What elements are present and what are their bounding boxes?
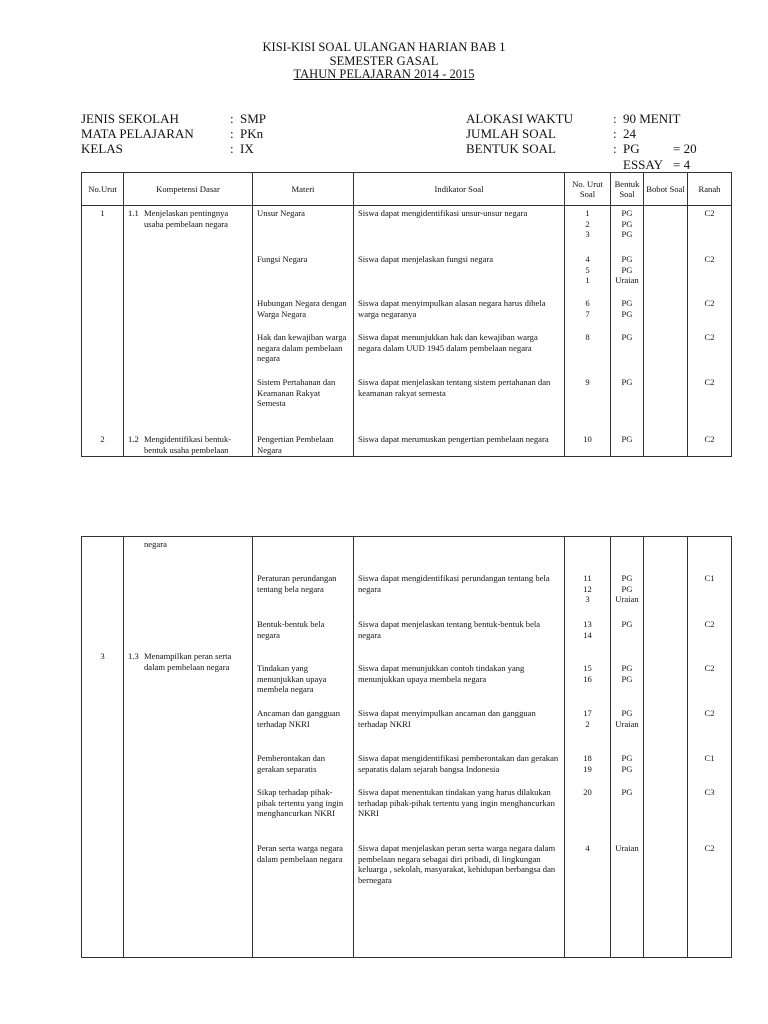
bentuk-soal: PG <box>621 377 633 387</box>
indikator: Siswa dapat menyimpulkan ancaman dan gangguan terhadap NKRI <box>358 708 536 729</box>
materi: Tindakan yang menunjukkan upaya membela negara <box>257 663 327 694</box>
materi: Sistem Pertahanan dan Keamanan Rakyat Semesta <box>257 377 336 408</box>
table-header-row <box>82 173 732 206</box>
bentuk-soal: PG Uraian <box>615 708 639 729</box>
kompetensi-dasar <box>128 208 248 229</box>
indikator: Siswa dapat menjelaskan tentang bentuk-bentuk bela negara <box>358 619 541 640</box>
ranah: C2 <box>704 619 715 629</box>
kd-text: Mengidentifikasi bentuk-bentuk usaha pembelaan <box>144 434 232 455</box>
header-no-urut: No.Urut <box>82 173 124 206</box>
materi-cell <box>253 206 354 457</box>
bentuk-soal: PG <box>621 332 633 342</box>
materi: Hak dan kewajiban warga negara dalam pembelaan negara <box>257 332 347 363</box>
materi: Unsur Negara <box>257 208 305 218</box>
materi: Sikap terhadap pihak-pihak tertentu yang ingin menghancurkan NKRI <box>257 787 344 818</box>
bentuk-soal-cell <box>611 537 644 958</box>
info-value-class: IX <box>240 141 254 156</box>
bobot-soal-cell <box>644 537 688 958</box>
info-colon: : <box>613 111 617 126</box>
ranah: C3 <box>704 787 715 797</box>
info-value-essay-count: = 4 <box>673 157 691 172</box>
exam-grid-table-part-2 <box>81 536 732 958</box>
indikator: Siswa dapat mengidentifikasi perundangan tentang bela negara <box>358 573 550 594</box>
materi: Pemberontakan dan gerakan separatis <box>257 753 326 774</box>
info-colon: : <box>613 141 617 156</box>
info-value-time: 90 MENIT <box>623 111 681 126</box>
indikator: Siswa dapat mengidentifikasi unsur-unsur negara <box>358 208 528 218</box>
ranah: C2 <box>704 708 715 718</box>
nomor-soal: 6 7 <box>585 298 590 319</box>
exam-grid-table-part-1 <box>81 172 732 457</box>
document-title: KISI-KISI SOAL ULANGAN HARIAN BAB 1 <box>262 40 506 54</box>
nomor-soal: 1 2 3 <box>585 208 590 239</box>
indikator: Siswa dapat menyimpulkan alasan negara harus dibela warga negaranya <box>358 298 546 319</box>
info-label-question-form: BENTUK SOAL <box>466 141 556 156</box>
ranah: C2 <box>704 208 715 218</box>
bentuk-soal: PG PG <box>621 663 633 684</box>
materi: Bentuk-bentuk bela negara <box>257 619 325 640</box>
info-value-school-type: SMP <box>240 111 267 126</box>
materi: Hubungan Negara dengan Warga Negara <box>257 298 347 319</box>
table-row <box>82 537 732 958</box>
kompetensi-dasar-cell <box>124 537 253 958</box>
ranah: C2 <box>704 298 715 308</box>
bentuk-soal: PG PG PG <box>621 208 633 239</box>
kd-text: Menjelaskan pentingnya usaha pembelaan negara <box>144 208 229 229</box>
header-kompetensi-dasar: Kompetensi Dasar <box>124 173 253 206</box>
ranah: C2 <box>704 377 715 387</box>
nomor-soal-cell <box>565 206 611 457</box>
school-year-title: TAHUN PELAJARAN 2014 - 2015 <box>293 67 475 81</box>
nomor-soal: 11 12 3 <box>583 573 592 604</box>
info-colon: : <box>230 141 234 156</box>
info-colon: : <box>230 126 234 141</box>
semester-title: SEMESTER GASAL <box>329 54 439 68</box>
nomor-soal-cell <box>565 537 611 958</box>
info-value-pg-count: = 20 <box>673 141 697 156</box>
header-bentuk-soal: Bentuk Soal <box>611 173 644 206</box>
ranah-cell <box>688 206 732 457</box>
materi-cell <box>253 537 354 958</box>
ranah: C2 <box>704 843 715 853</box>
nomor-soal: 4 <box>585 843 590 853</box>
indikator: Siswa dapat menjelaskan fungsi negara <box>358 254 494 264</box>
indikator: Siswa dapat menjelaskan peran serta warga negara dalam pembelaan negara sebagai diri pribadi, di lingkungan keluarga , sekolah, masyarakat, kehidupan berbangsa dan bernegara <box>358 843 556 885</box>
materi: Peraturan perundangan tentang bela negara <box>257 573 337 594</box>
kompetensi-dasar-cell <box>124 206 253 457</box>
info-value-essay: ESSAY <box>623 157 663 172</box>
indikator-cell <box>354 537 565 958</box>
header-materi: Materi <box>253 173 354 206</box>
no-urut-cell <box>82 537 124 958</box>
info-colon: : <box>230 111 234 126</box>
indikator: Siswa dapat menentukan tindakan yang harus dilakukan terhadap pihak-pihak tertentu yang ingin menghancurkan NKRI <box>358 787 555 818</box>
ranah: C1 <box>704 753 715 763</box>
ranah: C1 <box>704 573 715 583</box>
kompetensi-dasar-continuation <box>128 539 248 550</box>
bentuk-soal: PG <box>621 787 633 797</box>
indikator: Siswa dapat menunjukkan hak dan kewajiban warga negara dalam UUD 1945 dalam pembelaan negara <box>358 332 538 353</box>
kompetensi-dasar <box>128 434 248 455</box>
nomor-soal: 15 16 <box>583 663 592 684</box>
bobot-soal-cell <box>644 206 688 457</box>
ranah: C2 <box>704 663 715 673</box>
nomor-soal: 9 <box>585 377 590 387</box>
nomor-soal: 17 2 <box>583 708 592 729</box>
materi: Pengertian Pembelaan Negara <box>257 434 334 455</box>
kd-number: 1.2 <box>128 434 139 444</box>
info-label-subject: MATA PELAJARAN <box>81 126 194 141</box>
indikator: Siswa dapat mengidentifikasi pemberontakan dan gerakan separatis dalam sejarah bangsa Indonesia <box>358 753 559 774</box>
kd-number: 1.1 <box>128 208 139 218</box>
nomor-soal: 10 <box>583 434 592 444</box>
bentuk-soal: PG <box>621 434 633 444</box>
header-no-urut-soal: No. Urut Soal <box>565 173 611 206</box>
indikator: Siswa dapat menunjukkan contoh tindakan yang menunjukkan upaya membela negara <box>358 663 525 684</box>
info-value-pg: PG <box>623 141 640 156</box>
table-row <box>82 206 732 457</box>
info-label-question-count: JUMLAH SOAL <box>466 126 556 141</box>
info-value-question-count: 24 <box>623 126 636 141</box>
materi: Fungsi Negara <box>257 254 308 264</box>
kd-text: Menampilkan peran serta dalam pembelaan negara <box>144 651 232 672</box>
indikator: Siswa dapat menjelaskan tentang sistem pertahanan dan keamanan rakyat semesta <box>358 377 551 398</box>
header-indikator-soal: Indikator Soal <box>354 173 565 206</box>
info-colon: : <box>613 126 617 141</box>
nomor-soal: 18 19 <box>583 753 592 774</box>
info-value-subject: PKn <box>240 126 264 141</box>
ranah: C2 <box>704 332 715 342</box>
kd-text: negara <box>144 539 167 549</box>
indikator: Siswa dapat merumuskan pengertian pembelaan negara <box>358 434 549 444</box>
materi: Ancaman dan gangguan terhadap NKRI <box>257 708 341 729</box>
bentuk-soal: PG PG Uraian <box>615 254 639 285</box>
bentuk-soal: Uraian <box>615 843 639 853</box>
no-urut: 2 <box>100 434 105 444</box>
bentuk-soal: PG <box>621 619 633 629</box>
ranah-cell <box>688 537 732 958</box>
kompetensi-dasar <box>128 651 248 672</box>
header-ranah: Ranah <box>688 173 732 206</box>
nomor-soal: 13 14 <box>583 619 592 640</box>
info-label-time: ALOKASI WAKTU <box>466 111 574 126</box>
indikator-cell <box>354 206 565 457</box>
materi: Peran serta warga negara dalam pembelaan negara <box>257 843 343 864</box>
bentuk-soal-cell <box>611 206 644 457</box>
info-label-school-type: JENIS SEKOLAH <box>81 111 179 126</box>
no-urut-cell <box>82 206 124 457</box>
no-urut: 3 <box>100 651 105 661</box>
bentuk-soal: PG PG <box>621 298 633 319</box>
bentuk-soal: PG PG Uraian <box>615 573 639 604</box>
ranah: C2 <box>704 434 715 444</box>
kd-number: 1.3 <box>128 651 139 661</box>
ranah: C2 <box>704 254 715 264</box>
info-label-class: KELAS <box>81 141 123 156</box>
header-bobot-soal: Bobot Soal <box>644 173 688 206</box>
nomor-soal: 4 5 1 <box>585 254 590 285</box>
no-urut: 1 <box>100 208 105 218</box>
nomor-soal: 8 <box>585 332 590 342</box>
bentuk-soal: PG PG <box>621 753 633 774</box>
nomor-soal: 20 <box>583 787 592 797</box>
